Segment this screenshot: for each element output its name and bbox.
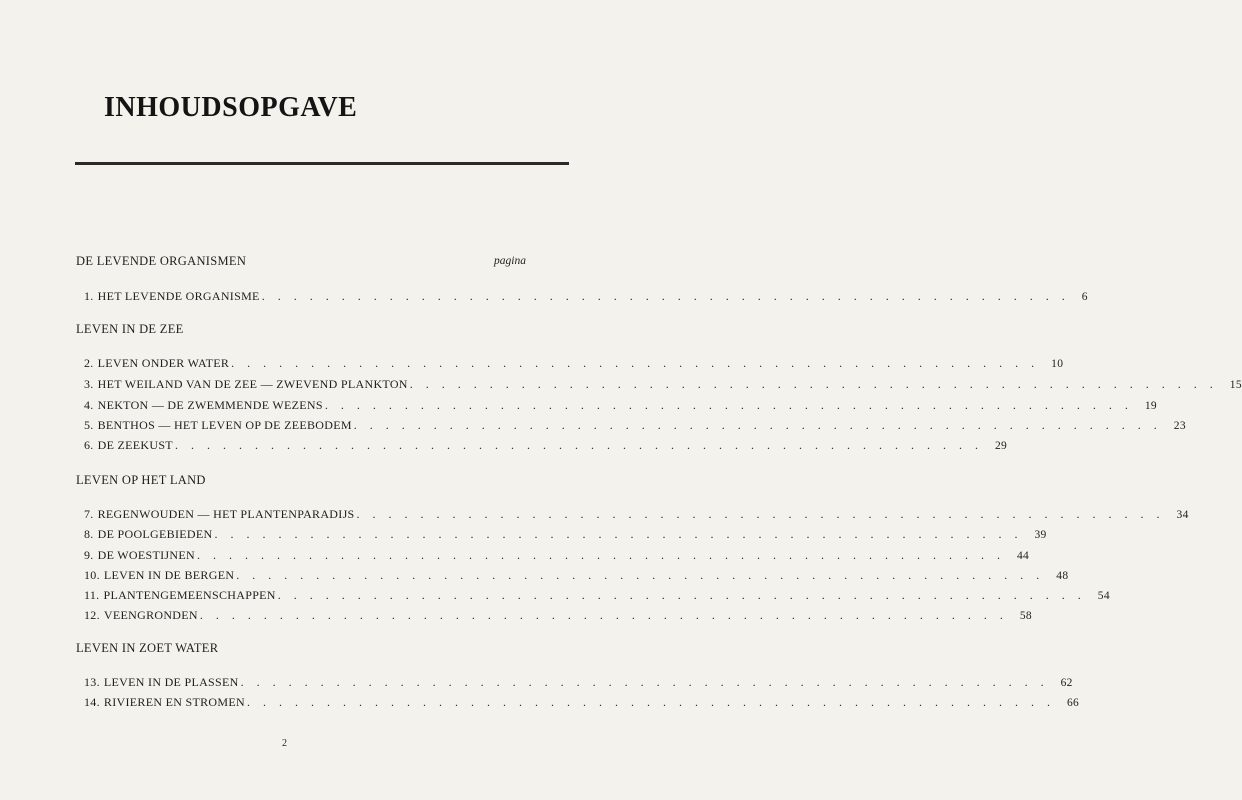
entry-page: 23 — [1173, 420, 1186, 432]
entry-page: 66 — [1066, 697, 1080, 709]
pagina-label: pagina — [494, 255, 526, 267]
toc-entry[interactable] — [84, 289, 1088, 305]
entry-number: 14. — [84, 695, 100, 709]
page-title: INHOUDSOPGAVE — [104, 92, 358, 123]
leader-dots: ................................................... — [199, 608, 1016, 622]
toc-entry[interactable] — [84, 588, 1110, 604]
title-divider — [75, 162, 569, 165]
section-heading: DE LEVENDE ORGANISMEN — [76, 254, 247, 268]
leader-dots: ................................................... — [236, 568, 1053, 582]
section-heading: LEVEN IN DE ZEE — [76, 322, 184, 336]
entry-page: 44 — [1016, 550, 1030, 562]
entry-title: LEVEN IN DE BERGEN — [103, 568, 235, 582]
entry-title: BENTHOS — HET LEVEN OP DE ZEEBODEM — [97, 418, 352, 432]
leader-dots: ................................................... — [409, 377, 1226, 391]
leader-dots: ................................................... — [240, 675, 1057, 689]
entry-page: 54 — [1097, 590, 1110, 602]
entry-title: LEVEN IN DE PLASSEN — [103, 675, 239, 689]
toc-entry[interactable] — [84, 568, 1069, 584]
entry-title: HET WEILAND VAN DE ZEE — ZWEVEND PLANKTON — [97, 377, 408, 391]
entry-title: PLANTENGEMEENSCHAPPEN — [103, 588, 276, 602]
entry-number: 6. — [84, 438, 94, 452]
entry-title: REGENWOUDEN — HET PLANTENPARADIJS — [97, 507, 355, 521]
toc-entry[interactable] — [84, 377, 1242, 393]
entry-page: 62 — [1060, 677, 1073, 689]
section-heading: LEVEN IN ZOET WATER — [76, 641, 219, 655]
page-number: 2 — [282, 738, 287, 749]
toc-entry[interactable] — [84, 527, 1047, 543]
entry-number: 10. — [84, 568, 100, 582]
section-heading: LEVEN OP HET LAND — [76, 473, 206, 487]
entry-page: 48 — [1056, 570, 1069, 582]
entry-number: 4. — [84, 398, 94, 412]
entry-title: HET LEVENDE ORGANISME — [97, 289, 260, 303]
toc-entry[interactable] — [84, 398, 1157, 414]
leader-dots: ................................................... — [231, 356, 1048, 370]
entry-page: 15 — [1229, 379, 1242, 391]
leader-dots: ................................................... — [277, 588, 1094, 602]
toc-entry[interactable] — [84, 548, 1030, 564]
toc-entry[interactable] — [84, 438, 1008, 454]
entry-title: DE ZEEKUST — [97, 438, 173, 452]
leader-dots: ................................................... — [261, 289, 1078, 303]
entry-page: 34 — [1176, 509, 1189, 521]
leader-dots: ................................................... — [356, 507, 1173, 521]
entry-title: VEENGRONDEN — [103, 608, 198, 622]
leader-dots: ................................................... — [196, 548, 1013, 562]
entry-page: 6 — [1081, 291, 1088, 303]
entry-number: 1. — [84, 289, 94, 303]
entry-page: 39 — [1034, 529, 1047, 541]
toc-entry[interactable] — [84, 507, 1189, 523]
toc-entry[interactable] — [84, 418, 1186, 434]
toc-entry[interactable] — [84, 675, 1073, 691]
entry-title: RIVIEREN EN STROMEN — [103, 695, 245, 709]
entry-number: 9. — [84, 548, 94, 562]
entry-title: DE POOLGEBIEDEN — [97, 527, 213, 541]
entry-title: LEVEN ONDER WATER — [97, 356, 230, 370]
toc-entry[interactable] — [84, 608, 1032, 624]
entry-number: 12. — [84, 608, 100, 622]
entry-page: 10 — [1051, 358, 1064, 370]
leader-dots: ................................................... — [174, 438, 991, 452]
entry-number: 7. — [84, 507, 94, 521]
entry-page: 29 — [994, 440, 1008, 452]
entry-title: NEKTON — DE ZWEMMENDE WEZENS — [97, 398, 323, 412]
entry-number: 2. — [84, 356, 94, 370]
entry-number: 3. — [84, 377, 94, 391]
entry-page: 19 — [1144, 400, 1157, 412]
entry-page: 58 — [1019, 610, 1032, 622]
leader-dots: ................................................... — [214, 527, 1031, 541]
entry-number: 13. — [84, 675, 100, 689]
entry-number: 5. — [84, 418, 94, 432]
entry-number: 8. — [84, 527, 94, 541]
leader-dots: ................................................... — [246, 695, 1063, 709]
leader-dots: ................................................... — [324, 398, 1141, 412]
toc-entry[interactable] — [84, 356, 1064, 372]
entry-number: 11. — [84, 588, 100, 602]
toc-entry[interactable] — [84, 695, 1080, 711]
entry-title: DE WOESTIJNEN — [97, 548, 195, 562]
leader-dots: ................................................... — [353, 418, 1170, 432]
